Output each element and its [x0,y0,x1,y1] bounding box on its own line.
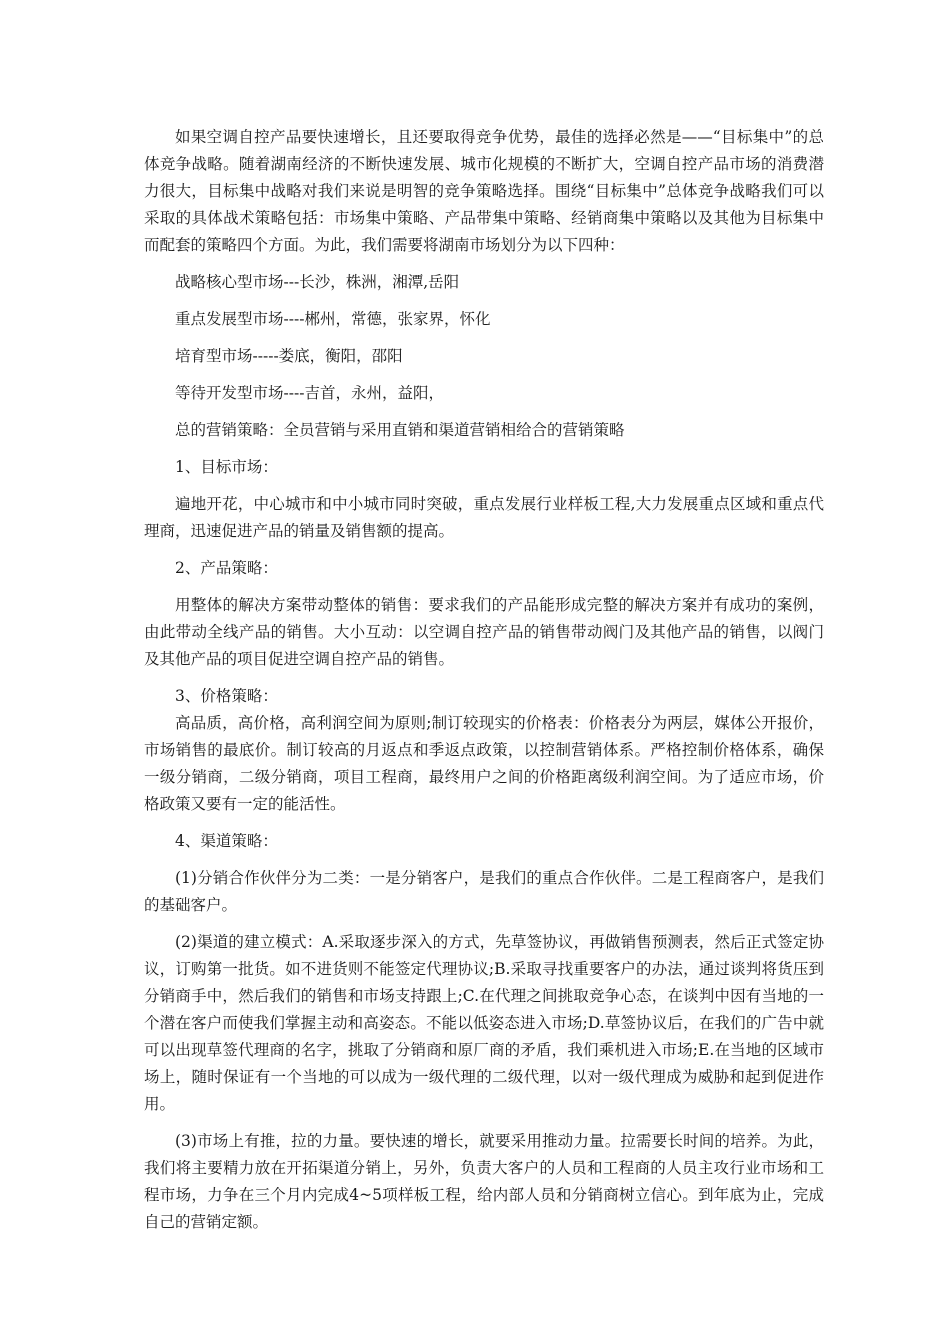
intro-paragraph: 如果空调自控产品要快速增长，且还要取得竞争优势，最佳的选择必然是——“目标集中”的总体竞争战略。随着湖南经济的不断快速发展、城市化规模的不断扩大，空调自控产品市场的消费潜力很大，目标集中战略对我们来说是明智的竞争策略选择。围绕“目标集中”总体竞争战略我们可以采取的具体战术策略包括：市场集中策略、产品带集中策略、经销商集中策略以及其他为目标集中而配套的策略四个方面。为此，我们需要将湖南市场划分为以下四种： [144,128,824,254]
overall-strategy-line: 总的营销策略：全员营销与采用直销和渠道营销相给合的营销策略 [175,421,625,439]
section-heading-price-strategy: 3、价格策略： [175,687,278,705]
document-page [144,124,824,1236]
market-key-line: 重点发展型市场----郴州，常德，张家界，怀化 [175,310,491,328]
section-heading-product-strategy: 2、产品策略： [175,559,278,577]
market-core-line: 战略核心型市场---长沙，株洲，湘潭,岳阳 [175,273,460,291]
market-nurture-line: 培育型市场-----娄底，衡阳，邵阳 [175,347,403,365]
section-heading-channel-strategy: 4、渠道策略： [175,832,278,850]
market-pending-line: 等待开发型市场----吉首，永州，益阳， [175,384,444,402]
channel-partners-paragraph: (1)分销合作伙伴分为二类：一是分销客户，是我们的重点合作伙伴。二是工程商客户，是我们的基础客户。 [144,869,824,914]
channel-model-paragraph: (2)渠道的建立模式：A.采取逐步深入的方式，先草签协议，再做销售预测表，然后正式签定协议，订购第一批货。如不进货则不能签定代理协议;B.采取寻找重要客户的办法，通过谈判将货压到分销商手中，然后我们的销售和市场支持跟上;C.在代理之间挑取竞争心态，在谈判中因有当地的一个潜在客户而使我们掌握主动和高姿态。不能以低姿态进入市场;D.草签协议后，在我们的广告中就可以出现草签代理商的名字，挑取了分销商和原厂商的矛盾，我们乘机进入市场;E.在当地的区域市场上，随时保证有一个当地的可以成为一级代理的二级代理，以对一级代理成为威胁和起到促进作用。 [144,933,824,1113]
push-pull-paragraph: (3)市场上有推，拉的力量。要快速的增长，就要采用推动力量。拉需要长时间的培养。为此，我们将主要精力放在开拓渠道分销上，另外，负责大客户的人员和工程商的人员主攻行业市场和工程市场，力争在三个月内完成4~5项样板工程，给内部人员和分销商树立信心。到年底为止，完成自己的营销定额。 [144,1132,824,1231]
section-heading-target-market: 1、目标市场： [175,458,278,476]
price-strategy-paragraph: 高品质，高价格，高利润空间为原则;制订较现实的价格表：价格表分为两层，媒体公开报价，市场销售的最底价。制订较高的月返点和季返点政策，以控制营销体系。严格控制价格体系，确保一级分销商，二级分销商，项目工程商，最终用户之间的价格距离级利润空间。为了适应市场，价格政策又要有一定的能活性。 [144,714,824,813]
target-market-paragraph: 遍地开花，中心城市和中小城市同时突破，重点发展行业样板工程,大力发展重点区域和重点代理商，迅速促进产品的销量及销售额的提高。 [144,495,824,540]
product-strategy-paragraph: 用整体的解决方案带动整体的销售：要求我们的产品能形成完整的解决方案并有成功的案例，由此带动全线产品的销售。大小互动：以空调自控产品的销售带动阀门及其他产品的销售，以阀门及其他产品的项目促进空调自控产品的销售。 [144,596,824,668]
